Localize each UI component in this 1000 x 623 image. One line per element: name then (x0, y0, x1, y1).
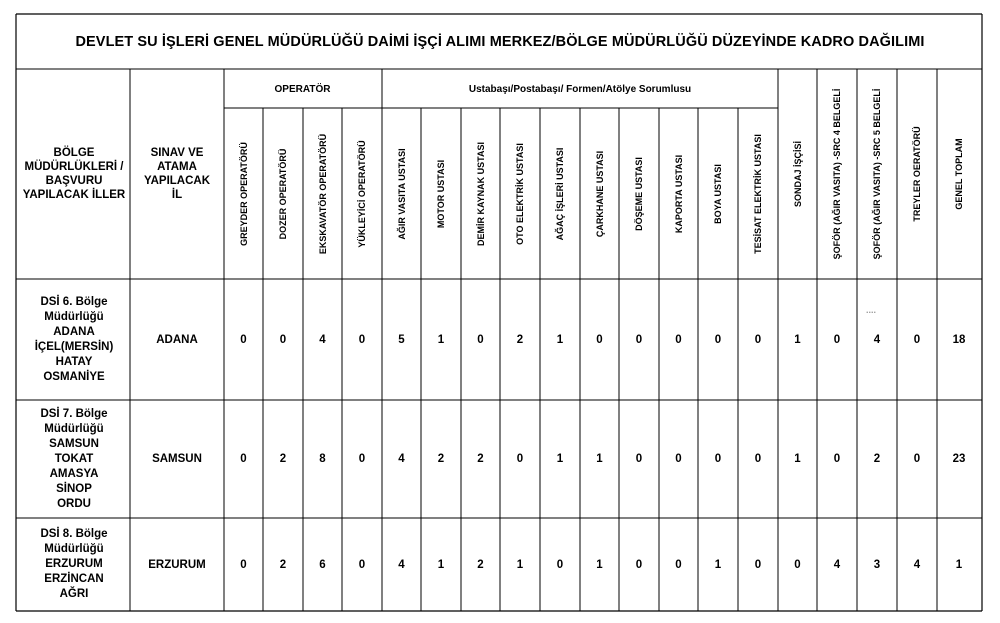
value-cell: 0 (714, 333, 722, 346)
column-header (619, 108, 659, 279)
value-cell: 1 (794, 333, 801, 346)
value-cell: 8 (319, 453, 326, 465)
column-header-label: SONDAJ İŞÇİSİ (792, 140, 803, 208)
value-cell: 0 (635, 453, 643, 465)
column-header (778, 69, 817, 279)
value-cell: 0 (358, 333, 366, 346)
value-cell: 0 (794, 558, 801, 571)
region-cell (18, 400, 130, 518)
city-cell: ERZURUM (148, 558, 206, 571)
value-cell: 1 (596, 453, 603, 465)
column-header (382, 108, 421, 279)
column-header-label: MOTOR USTASI (436, 159, 446, 228)
column-header-label: KAPORTA USTASI (673, 154, 684, 233)
column-header-label: TESİSAT ELEKTRİK USTASI (753, 133, 763, 254)
region-line: DSİ 8. Bölge (40, 528, 108, 540)
column-header-label: GREYDER OPERATÖRÜ (238, 141, 249, 246)
column-header (500, 108, 540, 279)
column-header (937, 69, 981, 279)
column-header-label: BOYA USTASI (713, 163, 723, 224)
city-cell: SAMSUN (152, 453, 202, 465)
value-cell: 0 (635, 333, 643, 346)
value-cell: 0 (240, 453, 247, 465)
region-line: İÇEL(MERSİN) (34, 340, 114, 353)
value-cell: 2 (437, 453, 445, 465)
value-cell: 3 (873, 558, 881, 571)
column-header (303, 108, 342, 279)
region-line: ERZURUM (45, 558, 103, 570)
value-cell: 0 (279, 333, 287, 346)
value-cell: 0 (714, 453, 722, 465)
value-cell: 5 (398, 333, 405, 346)
value-cell: 1 (437, 333, 445, 346)
value-cell: 4 (833, 558, 841, 571)
value-cell: 0 (635, 558, 643, 571)
value-cell: 2 (516, 333, 524, 346)
value-cell: 0 (675, 558, 682, 571)
value-cell: 6 (319, 558, 326, 571)
column-header-label: AĞAÇ İŞLERİ USTASI (555, 147, 565, 240)
column-header-label: AĞIR VASITA USTASI (396, 147, 407, 240)
cell-note: .... (866, 305, 877, 315)
region-line: Müdürlüğü (44, 543, 104, 555)
city-column-header: SINAV VE ATAMA YAPILACAK İL (143, 147, 211, 201)
column-header (857, 69, 897, 279)
value-cell: 2 (279, 453, 287, 465)
table-title: DEVLET SU İŞLERİ GENEL MÜDÜRLÜĞÜ DAİMİ İŞÇİ ALIMI MERKEZ/BÖLGE MÜDÜRLÜĞÜ DÜZEYİNDE KADRO DAĞILIMI (75, 33, 925, 50)
column-header (263, 108, 303, 279)
column-header-label: ŞOFÖR (AĞIR VASITA) -SRC 4 BELGELİ (832, 88, 842, 260)
value-cell: 0 (556, 558, 564, 571)
value-cell: 4 (398, 453, 405, 465)
value-cell: 0 (675, 333, 682, 346)
region-line: AĞRI (59, 588, 89, 600)
region-line: ERZİNCAN (44, 573, 104, 585)
column-header-label: ÇARKHANE USTASI (594, 150, 605, 237)
value-cell: 1 (437, 558, 445, 571)
column-header (461, 108, 500, 279)
value-cell: 0 (358, 558, 366, 571)
value-cell: 1 (714, 558, 722, 571)
column-header (738, 108, 778, 279)
value-cell: 0 (913, 453, 921, 465)
value-cell: 4 (873, 333, 881, 346)
region-line: DSİ 7. Bölge (40, 407, 108, 420)
value-cell: 2 (873, 453, 881, 465)
value-cell: 0 (240, 333, 247, 346)
operator-group-header: OPERATÖR (274, 83, 331, 95)
column-header (342, 108, 382, 279)
region-cell (18, 279, 130, 400)
region-line: DSİ 6. Bölge (40, 295, 108, 308)
region-line: HATAY (55, 355, 93, 368)
column-header (897, 69, 937, 279)
value-cell: 18 (952, 333, 966, 346)
value-cell: 4 (319, 333, 326, 346)
column-header-label: OTO ELEKTRİK USTASI (515, 142, 525, 245)
region-line: OSMANİYE (43, 370, 105, 383)
column-header-label: DEMİR KAYNAK USTASI (475, 141, 486, 246)
value-cell: 4 (913, 558, 921, 571)
region-column-header: BÖLGE MÜDÜRLÜKLERİ / BAŞVURU YAPILACAK İLLER (22, 147, 126, 201)
value-cell: 0 (240, 558, 247, 571)
column-header (698, 108, 738, 279)
value-cell: 0 (675, 453, 682, 465)
value-cell: 1 (556, 453, 564, 465)
column-header-label: TREYLER OERATÖRÜ (912, 126, 922, 222)
value-cell: 0 (913, 333, 921, 346)
value-cell: 2 (279, 558, 287, 571)
value-cell: 0 (754, 453, 762, 465)
value-cell: 2 (477, 558, 484, 571)
region-line: Müdürlüğü (44, 310, 104, 323)
region-line: Müdürlüğü (44, 422, 104, 435)
city-cell: ADANA (156, 333, 198, 346)
value-cell: 1 (596, 558, 603, 571)
column-header-label: YÜKLEYİCİ OPERATÖRÜ (357, 139, 367, 248)
column-header-label: EKSKAVATÖR OPERATÖRÜ (317, 133, 328, 254)
column-header (540, 108, 580, 279)
region-line: AMASYA (49, 467, 99, 480)
column-header-label: DÖŞEME USTASI (634, 156, 644, 231)
value-cell: 4 (398, 558, 405, 571)
region-line: SAMSUN (49, 437, 99, 450)
value-cell: 2 (477, 453, 484, 465)
ustabasi-group-header: Ustabaşı/Postabaşı/ Formen/Atölye Sorumlusu (468, 83, 692, 95)
value-cell: 0 (754, 333, 762, 346)
region-line: TOKAT (54, 452, 94, 465)
value-cell: 0 (596, 333, 603, 346)
value-cell: 0 (477, 333, 484, 346)
region-line: ADANA (53, 325, 95, 338)
column-header (224, 108, 263, 279)
column-header (659, 108, 698, 279)
column-header (580, 108, 619, 279)
value-cell: 0 (833, 453, 841, 465)
value-cell: 1 (556, 333, 564, 346)
column-header-label: ŞOFÖR (AĞIR VASITA) -SRC 5 BELGELİ (872, 88, 882, 260)
value-cell: 1 (794, 453, 801, 465)
column-header-label: GENEL TOPLAM (954, 138, 964, 210)
column-header-label: DOZER OPERATÖRÜ (278, 148, 288, 239)
region-line: ORDU (57, 497, 91, 510)
value-cell: 0 (516, 453, 524, 465)
region-cell (18, 518, 130, 611)
value-cell: 0 (358, 453, 366, 465)
value-cell: 0 (833, 333, 841, 346)
column-header (817, 69, 857, 279)
region-line: SİNOP (56, 482, 92, 495)
value-cell: 1 (516, 558, 524, 571)
value-cell: 0 (754, 558, 762, 571)
value-cell: 1 (955, 558, 963, 571)
value-cell: 23 (952, 453, 966, 465)
column-header (421, 108, 461, 279)
